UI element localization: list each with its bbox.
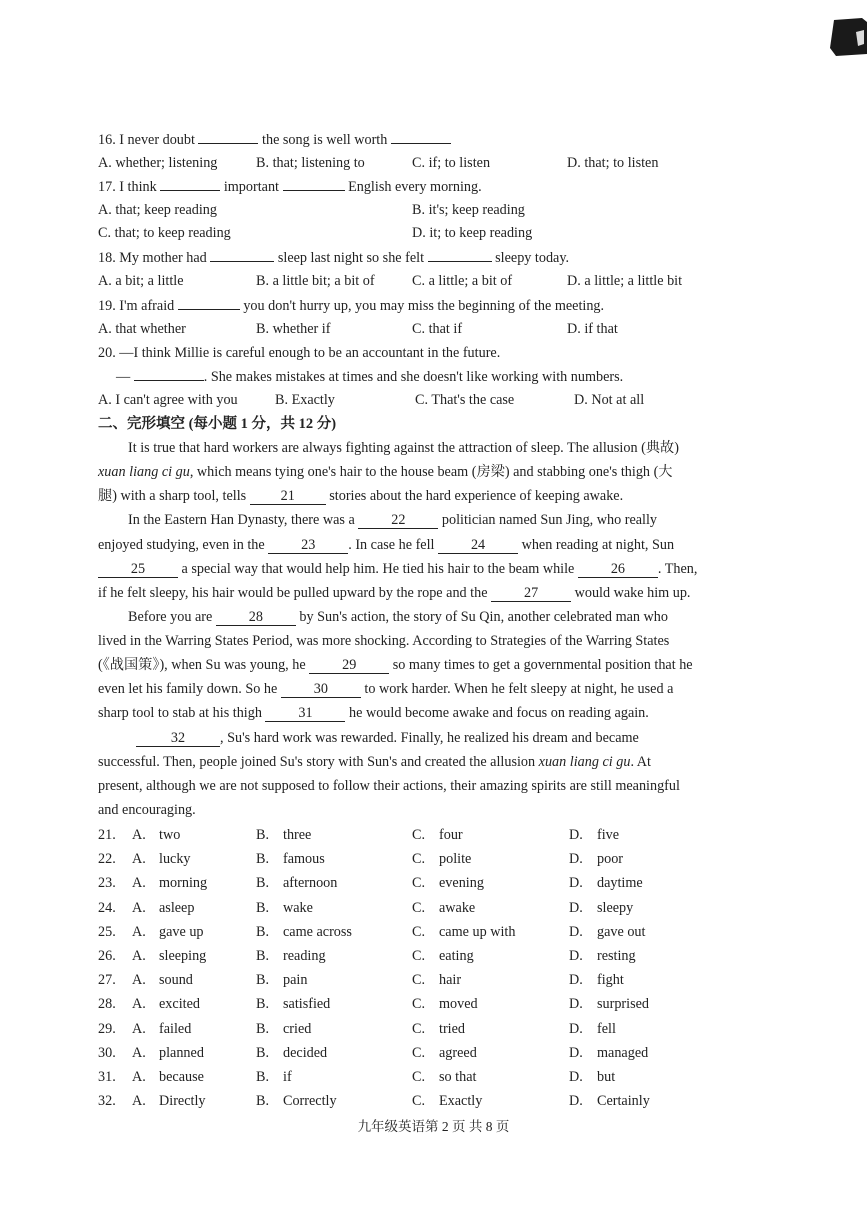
corner-scan-mark: [828, 18, 867, 56]
cloze-option-letter: D.: [569, 923, 583, 940]
cloze-option-number: 25.: [98, 923, 116, 940]
cloze-option-letter: A.: [132, 851, 146, 868]
cloze-option-text: asleep: [159, 899, 195, 916]
cloze-option-number: 30.: [98, 1044, 116, 1061]
cloze-option-text: excited: [159, 996, 200, 1013]
cloze-option-letter: D.: [569, 1020, 583, 1037]
answer-blank: [178, 309, 240, 310]
passage-line: 32 , Su's hard work was rewarded. Finally, he realized his dream and became: [136, 728, 639, 748]
cloze-option-letter: A.: [132, 996, 146, 1013]
cloze-option-text: eating: [439, 948, 474, 964]
cloze-option-letter: D.: [569, 851, 583, 868]
cloze-option-text: afternoon: [283, 875, 338, 892]
cloze-option-letter: C.: [412, 1044, 426, 1061]
option-20d: D. Not at all: [574, 392, 645, 408]
cloze-option-number: 21.: [98, 827, 116, 843]
cloze-option-text: fight: [597, 972, 624, 989]
option-17b: B. it's; keep reading: [412, 202, 525, 218]
cloze-option-text: sleeping: [159, 948, 207, 964]
cloze-option-text: Directly: [159, 1093, 206, 1110]
question-17: 17. I think important English every morning.: [98, 179, 482, 195]
passage-line: In the Eastern Han Dynasty, there was a 22 politician named Sun Jing, who really: [128, 512, 658, 528]
option-17d: D. it; to keep reading: [412, 225, 533, 241]
cloze-option-text: agreed: [439, 1044, 477, 1061]
cloze-option-text: failed: [159, 1020, 192, 1037]
cloze-option-text: morning: [159, 875, 208, 892]
cloze-option-letter: B.: [256, 851, 270, 868]
cloze-option-text: daytime: [597, 875, 643, 892]
cloze-option-text: three: [283, 827, 312, 843]
cloze-option-letter: B.: [256, 875, 270, 892]
cloze-option-text: tried: [439, 1020, 465, 1037]
cloze-option-letter: C.: [412, 996, 426, 1013]
cloze-option-text: four: [439, 827, 463, 843]
passage-line: It is true that hard workers are always fighting against the attraction of sleep. The allusion (典故): [128, 440, 679, 456]
cloze-option-text: gave up: [159, 923, 204, 940]
cloze-option-text: five: [597, 827, 620, 843]
cloze-option-text: if: [283, 1069, 292, 1085]
cloze-option-letter: A.: [132, 1044, 146, 1061]
option-17a: A. that; keep reading: [98, 202, 217, 218]
cloze-option-letter: C.: [412, 923, 426, 940]
answer-blank: [391, 143, 451, 144]
cloze-option-letter: A.: [132, 827, 146, 843]
cloze-option-text: managed: [597, 1044, 649, 1061]
cloze-option-text: awake: [439, 899, 476, 916]
answer-blank: [428, 261, 492, 262]
cloze-option-letter: C.: [412, 972, 426, 989]
option-16a: A. whether; listening: [98, 155, 218, 171]
section-heading: 二、完形填空 (每小题 1 分，共 12 分): [98, 416, 337, 432]
cloze-blank: 21: [250, 488, 326, 505]
option-20a: A. I can't agree with you: [98, 392, 238, 408]
passage-line: even let his family down. So he 30 to work harder. When he felt sleepy at night, he used a: [98, 681, 674, 697]
cloze-option-letter: D.: [569, 1044, 583, 1061]
cloze-option-text: pain: [283, 972, 308, 989]
cloze-option-number: 22.: [98, 851, 116, 868]
cloze-option-letter: C.: [412, 1069, 426, 1085]
option-16d: D. that; to listen: [567, 155, 659, 171]
cloze-option-text: moved: [439, 996, 478, 1013]
cloze-blank: 27: [491, 585, 571, 602]
option-18c: C. a little; a bit of: [412, 273, 513, 289]
answer-blank: [160, 190, 220, 191]
answer-blank: [134, 380, 204, 381]
cloze-blank: 28: [216, 609, 296, 626]
passage-line: sharp tool to stab at his thigh 31 he would become awake and focus on reading again.: [98, 705, 649, 721]
cloze-option-letter: A.: [132, 948, 146, 964]
cloze-option-text: reading: [283, 948, 326, 964]
cloze-blank: 31: [265, 705, 345, 722]
cloze-option-letter: A.: [132, 1020, 146, 1037]
cloze-option-letter: D.: [569, 827, 583, 843]
cloze-option-number: 31.: [98, 1069, 116, 1085]
question-20-reply: — . She makes mistakes at times and she doesn't like working with numbers.: [116, 369, 624, 385]
cloze-blank: 24: [438, 537, 518, 554]
question-20: 20. —I think Millie is careful enough to be an accountant in the future.: [98, 345, 501, 361]
cloze-option-number: 29.: [98, 1020, 116, 1037]
cloze-option-letter: C.: [412, 875, 426, 892]
cloze-option-letter: C.: [412, 1020, 426, 1037]
cloze-blank: 29: [309, 657, 389, 674]
passage-line: (《战国策》), when Su was young, he 29 so many times to get a governmental position that he: [98, 657, 693, 673]
cloze-option-text: fell: [597, 1020, 616, 1037]
cloze-option-letter: C.: [412, 827, 426, 843]
cloze-option-letter: B.: [256, 948, 270, 964]
cloze-option-number: 24.: [98, 899, 116, 916]
cloze-option-text: surprised: [597, 996, 650, 1013]
cloze-option-text: because: [159, 1069, 204, 1085]
cloze-blank: 23: [268, 537, 348, 554]
answer-blank: [283, 190, 345, 191]
option-16b: B. that; listening to: [256, 155, 365, 171]
cloze-option-letter: D.: [569, 899, 583, 916]
cloze-option-letter: B.: [256, 899, 270, 916]
cloze-option-letter: A.: [132, 875, 146, 892]
cloze-blank: 25: [98, 561, 178, 578]
option-19b: B. whether if: [256, 321, 331, 337]
passage-line: 25 a special way that would help him. He tied his hair to the beam while 26 . Then,: [98, 559, 697, 579]
cloze-option-letter: C.: [412, 851, 426, 868]
cloze-option-letter: A.: [132, 923, 146, 940]
cloze-option-text: evening: [439, 875, 484, 892]
cloze-option-letter: D.: [569, 948, 583, 964]
cloze-option-letter: B.: [256, 1020, 270, 1037]
option-20b: B. Exactly: [275, 392, 335, 408]
question-19: 19. I'm afraid you don't hurry up, you may miss the beginning of the meeting.: [98, 298, 605, 314]
passage-line: lived in the Warring States Period, was more shocking. According to Strategies of the Warring States: [98, 633, 670, 649]
cloze-option-text: cried: [283, 1020, 312, 1037]
cloze-option-text: famous: [283, 851, 325, 868]
cloze-blank: 26: [578, 561, 658, 578]
passage-line: enjoyed studying, even in the 23 . In case he fell 24 when reading at night, Sun: [98, 537, 675, 553]
page-footer: 九年级英语第 2 页 共 8 页: [357, 1119, 510, 1134]
cloze-blank: 30: [281, 681, 361, 698]
cloze-option-letter: D.: [569, 1069, 583, 1085]
cloze-option-number: 26.: [98, 948, 116, 964]
option-19c: C. that if: [412, 321, 463, 337]
cloze-option-text: resting: [597, 948, 636, 964]
cloze-option-number: 32.: [98, 1093, 116, 1110]
cloze-option-letter: C.: [412, 948, 426, 964]
cloze-option-letter: A.: [132, 899, 146, 916]
cloze-option-text: planned: [159, 1044, 204, 1061]
cloze-option-letter: B.: [256, 1093, 270, 1110]
cloze-option-letter: A.: [132, 1069, 146, 1085]
option-18d: D. a little; a little bit: [567, 273, 683, 289]
cloze-option-letter: C.: [412, 899, 426, 916]
passage-line: xuan liang ci gu, which means tying one's hair to the house beam (房梁) and stabbing one's thigh (大: [98, 464, 673, 480]
cloze-option-text: polite: [439, 851, 472, 868]
cloze-option-text: sound: [159, 972, 193, 989]
cloze-option-letter: A.: [132, 972, 146, 989]
cloze-option-text: two: [159, 827, 181, 843]
cloze-option-text: gave out: [597, 923, 646, 940]
cloze-option-text: Correctly: [283, 1093, 337, 1110]
cloze-option-letter: C.: [412, 1093, 426, 1110]
answer-blank: [210, 261, 274, 262]
cloze-option-text: Exactly: [439, 1093, 483, 1110]
cloze-option-text: wake: [283, 899, 313, 916]
passage-line: if he felt sleepy, his hair would be pulled upward by the rope and the 27 would wake him up.: [98, 585, 691, 601]
passage-line: and encouraging.: [98, 802, 196, 818]
cloze-option-letter: B.: [256, 923, 270, 940]
option-16c: C. if; to listen: [412, 155, 491, 171]
cloze-option-text: decided: [283, 1044, 328, 1061]
cloze-option-number: 27.: [98, 972, 116, 989]
cloze-option-text: but: [597, 1069, 616, 1085]
cloze-option-text: satisfied: [283, 996, 331, 1013]
cloze-option-text: so that: [439, 1069, 477, 1085]
cloze-option-text: Certainly: [597, 1093, 650, 1110]
cloze-option-text: came across: [283, 923, 352, 940]
cloze-option-text: hair: [439, 972, 462, 989]
passage-line: successful. Then, people joined Su's story with Sun's and created the allusion xuan liang ci gu. At: [98, 754, 651, 770]
cloze-option-letter: B.: [256, 1044, 270, 1061]
cloze-option-text: lucky: [159, 851, 191, 868]
cloze-option-text: came up with: [439, 923, 516, 940]
cloze-option-number: 23.: [98, 875, 116, 892]
option-19a: A. that whether: [98, 321, 186, 337]
cloze-option-letter: D.: [569, 1093, 583, 1110]
passage-line: Before you are 28 by Sun's action, the story of Su Qin, another celebrated man who: [128, 609, 668, 625]
cloze-option-letter: D.: [569, 875, 583, 892]
cloze-option-letter: D.: [569, 972, 583, 989]
cloze-option-text: poor: [597, 851, 624, 868]
question-18: 18. My mother had sleep last night so she felt sleepy today.: [98, 250, 570, 266]
passage-line: present, although we are not supposed to follow their actions, their amazing spirits are still meaningful: [98, 778, 680, 794]
cloze-option-letter: B.: [256, 996, 270, 1013]
cloze-option-letter: B.: [256, 827, 270, 843]
cloze-option-text: sleepy: [597, 899, 634, 916]
cloze-option-number: 28.: [98, 996, 116, 1013]
cloze-blank: 22: [358, 512, 438, 529]
answer-blank: [198, 143, 258, 144]
option-17c: C. that; to keep reading: [98, 225, 231, 241]
option-20c: C. That's the case: [415, 392, 515, 408]
cloze-option-letter: B.: [256, 1069, 270, 1085]
cloze-option-letter: D.: [569, 996, 583, 1013]
option-18a: A. a bit; a little: [98, 273, 184, 289]
cloze-blank: 32: [136, 730, 220, 747]
option-19d: D. if that: [567, 321, 618, 337]
cloze-option-letter: A.: [132, 1093, 146, 1110]
question-16: 16. I never doubt the song is well worth: [98, 130, 451, 150]
option-18b: B. a little bit; a bit of: [256, 273, 375, 289]
cloze-option-letter: B.: [256, 972, 270, 989]
passage-line: 腿) with a sharp tool, tells 21 stories about the hard experience of keeping awake.: [98, 488, 624, 504]
